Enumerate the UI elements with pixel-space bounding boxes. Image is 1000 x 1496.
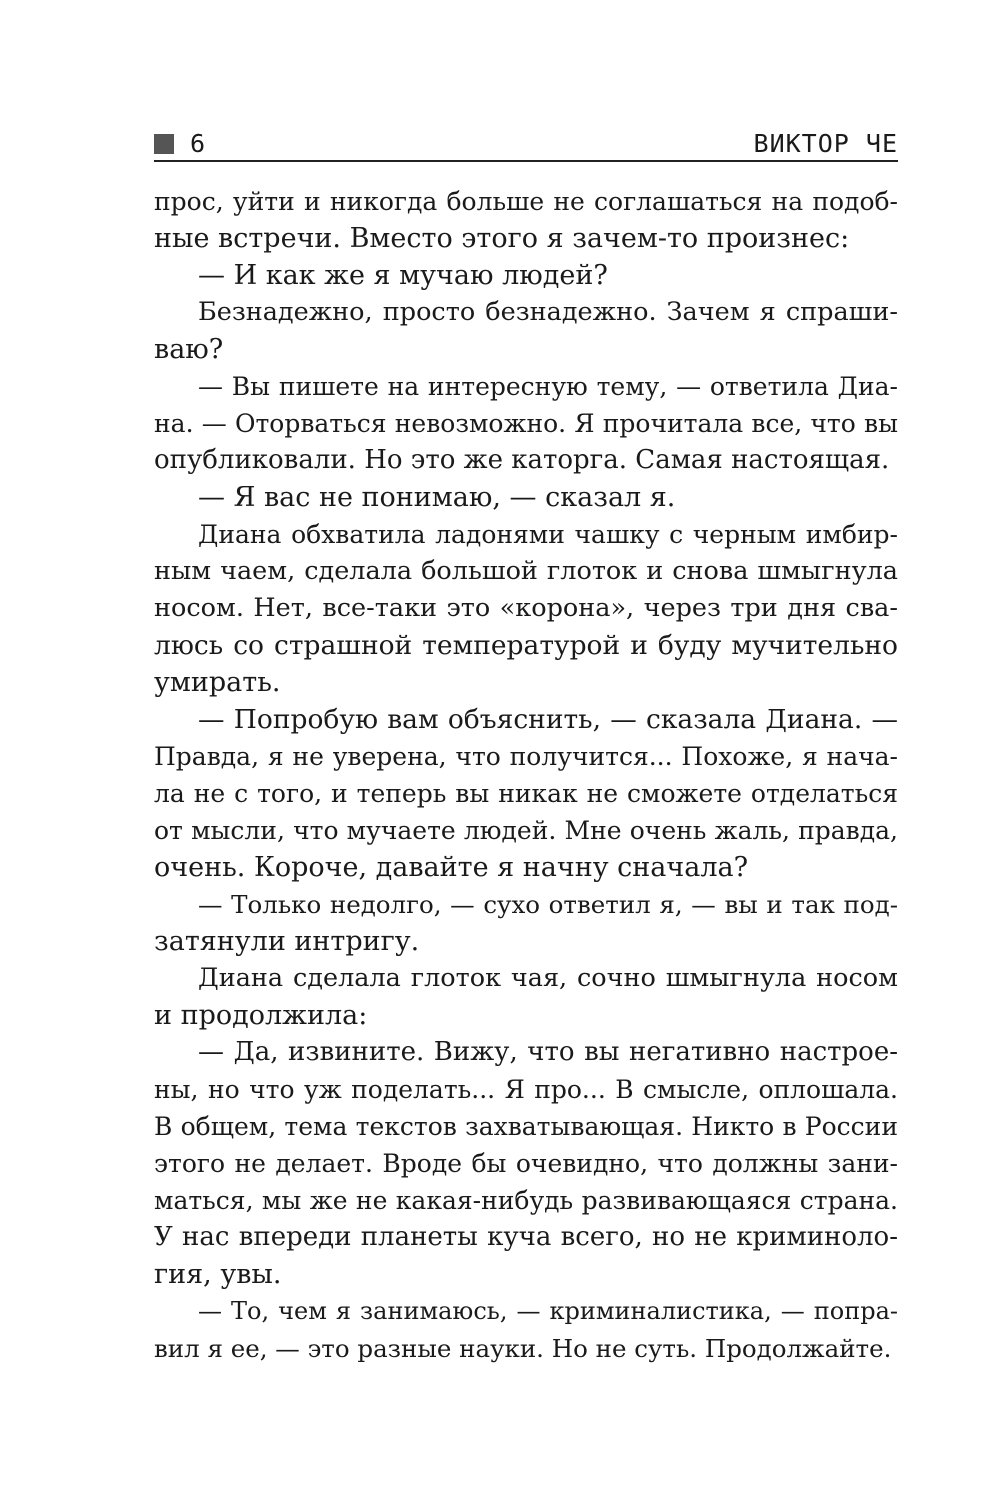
text-line: У нас впереди планеты куча всего, но не криминоло- (154, 1222, 898, 1252)
text-line: умирать. (154, 667, 281, 698)
text-line: ла не с того, и теперь вы никак не сможете отделаться (154, 779, 898, 808)
text-line: от мысли, что мучаете людей. Мне очень жаль, правда, (154, 816, 898, 845)
text-line: Диана обхватила ладонями чашку с черным имбир- (198, 520, 898, 549)
text-line: ные встречи. Вместо этого я зачем-то произнес: (154, 223, 850, 254)
text-line: — Только недолго, — сухо ответил я, — вы и так под- (198, 890, 898, 919)
text-line: — Да, извините. Вижу, что вы негативно настрое- (198, 1037, 898, 1067)
text-line: В общем, тема текстов захватывающая. Никто в России (154, 1112, 898, 1141)
text-line: Правда, я не уверена, что получится... Похоже, я нача- (154, 742, 898, 771)
text-line: — Вы пишете на интересную тему, — ответила Диа- (198, 372, 898, 401)
text-line: — То, чем я занимаюсь, — криминалистика, — попра- (198, 1297, 898, 1325)
text-line: — Попробую вам объяснить, — сказала Диана. — (198, 704, 898, 735)
text-line: на. — Оторваться невозможно. Я прочитала все, что вы (154, 409, 898, 438)
text-line: вил я ее, — это разные науки. Но не суть. Продолжайте. (154, 1334, 892, 1363)
text-line: люсь со страшной температурой и буду мучительно (154, 630, 898, 661)
text-line: этого не делает. Вроде бы очевидно, что должны зани- (154, 1149, 898, 1178)
text-line: гия, увы. (154, 1259, 282, 1290)
text-line: — Я вас не понимаю, — сказал я. (198, 482, 676, 513)
text-line: опубликовали. Но это же каторга. Самая настоящая. (154, 445, 890, 475)
text-line: и продолжила: (154, 1000, 368, 1031)
text-line: Диана сделала глоток чая, сочно шмыгнула носом (198, 963, 898, 993)
text-line: ны, но что уж поделать... Я про... В смысле, оплошала. (154, 1075, 898, 1104)
text-line: ным чаем, сделала большой глоток и снова шмыгнула (154, 556, 898, 586)
text-line: очень. Короче, давайте я начну сначала? (154, 852, 749, 883)
text-line: прос, уйти и никогда больше не соглашаться на подоб- (154, 187, 898, 216)
header-marker-square (154, 134, 174, 154)
text-line: ваю? (154, 334, 224, 365)
text-line: носом. Нет, все-таки это «корона», через три дня сва- (154, 593, 898, 623)
page-header (154, 128, 898, 162)
page-number: 6 (190, 129, 207, 158)
text-line: затянули интригу. (154, 926, 420, 957)
text-line: Безнадежно, просто безнадежно. Зачем я спраши- (198, 297, 898, 327)
running-head-author: ВИКТОР ЧЕ (753, 129, 898, 158)
text-line: — И как же я мучаю людей? (198, 260, 608, 291)
book-text-body (154, 183, 898, 1367)
text-line: маться, мы же не какая-нибудь развивающаяся страна. (154, 1186, 898, 1215)
